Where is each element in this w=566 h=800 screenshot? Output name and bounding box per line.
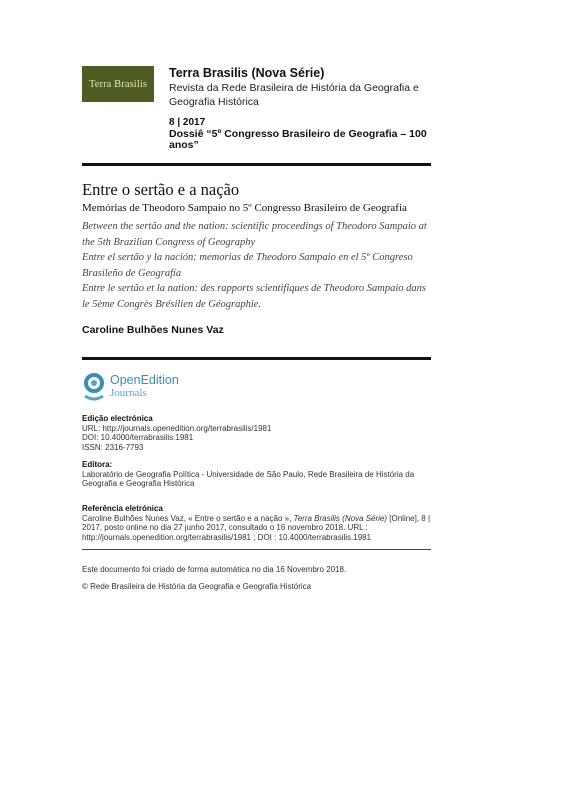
edicao-section bbox=[82, 414, 442, 452]
openedition-icon bbox=[82, 372, 106, 402]
openedition-logo[interactable] bbox=[82, 372, 179, 402]
openedition-journals: Journals bbox=[110, 387, 147, 399]
editora-section bbox=[82, 460, 442, 489]
editora-heading: Editora: bbox=[82, 460, 113, 469]
issue-dossie: Dossiê “5º Congresso Brasileiro de Geografia – 100 anos” bbox=[169, 127, 427, 151]
editora-text: Laboratório de Geografia Política - Universidade de São Paulo, Rede Brasileira de História da Geografia e Geografia Histórica bbox=[82, 469, 415, 489]
issue-number: 8 | 2017 bbox=[169, 117, 206, 128]
openedition-name: OpenEdition bbox=[110, 373, 179, 387]
article-author: Caroline Bulhões Nunes Vaz bbox=[82, 324, 224, 336]
alt-title-fr: Entre le sertão et la nation: des rapports scientifiques de Theodoro Sampaio dans le 5ème Congrès Brésilien de Géographie. bbox=[82, 283, 426, 310]
edicao-url[interactable]: URL: http://journals.openedition.org/terrabrasilis/1981 bbox=[82, 423, 272, 433]
bottom-divider bbox=[82, 549, 431, 550]
issue-info bbox=[169, 117, 439, 152]
middle-divider bbox=[82, 357, 431, 360]
referencia-heading: Referência eletrónica bbox=[82, 504, 163, 513]
footer-copyright: © Rede Brasileira de História da Geografia e Geografia Histórica bbox=[82, 582, 312, 591]
edicao-issn: ISSN: 2316-7793 bbox=[82, 442, 144, 452]
referencia-text: Caroline Bulhões Nunes Vaz, « Entre o sertão e a nação », Terra Brasilis (Nova Série) [Online], 8 | 2017, posto online no dia 27 junho 2017, consultado o 16 novembro 2018. URL : http://journals.openedition.org/terrabrasilis/1981 ; DOI : 10.4000/terrabrasilis.1981 bbox=[82, 513, 431, 542]
alternate-titles bbox=[82, 219, 432, 313]
referencia-section bbox=[82, 504, 442, 542]
top-divider bbox=[82, 163, 431, 166]
alt-title-en: Between the sertão and the nation: scientific proceedings of Theodoro Sampaio at the 5th Brazilian Congress of Geography bbox=[82, 221, 427, 248]
article-subtitle: Memórias de Theodoro Sampaio no 5º Congresso Brasileiro de Geografia bbox=[82, 202, 407, 214]
journal-subtitle: Revista da Rede Brasileira de História da Geografia e Geografia Histórica bbox=[169, 82, 419, 108]
footer-created: Este documento foi criado de forma automática no dia 16 Novembro 2018. bbox=[82, 565, 347, 574]
journal-logo-text: Terra Brasilis bbox=[88, 78, 148, 90]
edicao-doi: DOI: 10.4000/terrabrasilis.1981 bbox=[82, 433, 194, 443]
article-title: Entre o sertão e a nação bbox=[82, 180, 240, 199]
referencia-journal: Terra Brasilis (Nova Série) bbox=[293, 513, 388, 523]
journal-header bbox=[169, 66, 439, 109]
journal-logo bbox=[82, 66, 154, 102]
alt-title-es: Entre el sertão y la nación: memorias de Theodoro Sampaio en el 5º Congreso Brasileño de Geografía bbox=[82, 252, 413, 279]
journal-title: Terra Brasilis (Nova Série) bbox=[169, 66, 325, 80]
edicao-heading: Edição electrónica bbox=[82, 414, 153, 423]
